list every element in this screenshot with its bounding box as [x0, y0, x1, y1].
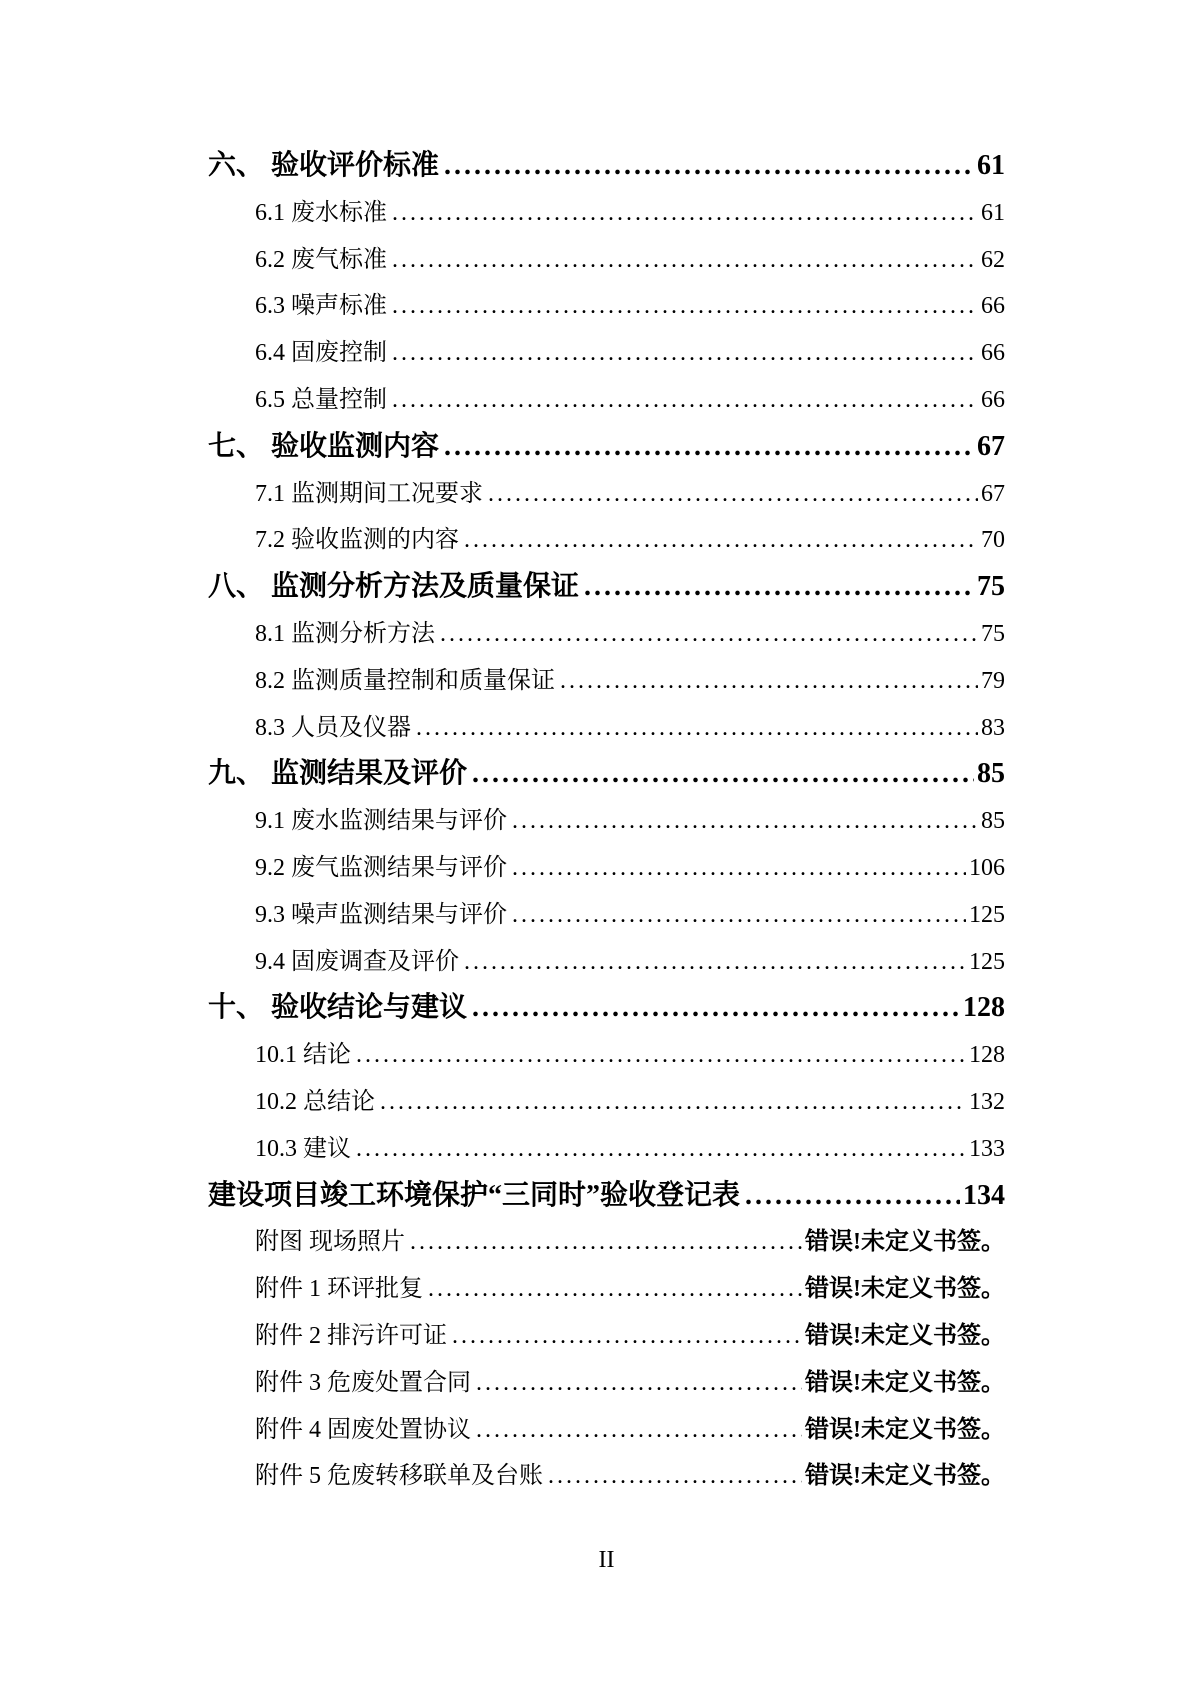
toc-entry-page-number: 133	[969, 1135, 1005, 1162]
toc-entry	[208, 1032, 1005, 1079]
toc-entry-error-ref: 错误!未定义书签。	[805, 1229, 1005, 1256]
toc-entry-page-number: 85	[977, 758, 1005, 790]
dot-leader	[476, 1360, 802, 1407]
dot-leader	[440, 611, 978, 658]
toc-entry-label: 7.1 监测期间工况要求	[255, 480, 483, 507]
toc-entry-label: 9.2 废气监测结果与评价	[255, 854, 507, 881]
toc-entry-label: 9.1 废水监测结果与评价	[255, 808, 507, 835]
toc-entry	[208, 658, 1005, 705]
toc-entry-label: 附件 5 危废转移联单及台账	[255, 1463, 543, 1490]
toc-entry-page-number: 128	[963, 992, 1005, 1024]
toc-entry-page-number: 134	[963, 1179, 1005, 1211]
toc-entry	[208, 471, 1005, 518]
toc-entry	[208, 1266, 1005, 1313]
toc-entry	[208, 845, 1005, 892]
toc-entry-label: 建设项目竣工环境保护“三同时”验收登记表	[208, 1179, 741, 1211]
toc-entry-label: 10.2 总结论	[255, 1088, 375, 1115]
dot-leader	[410, 1219, 802, 1266]
toc-entry	[208, 1126, 1005, 1173]
toc-entry	[208, 1173, 1005, 1220]
toc-entry-page-number: 106	[969, 854, 1005, 881]
toc-entry-page-number: 62	[981, 246, 1005, 273]
page-footer	[208, 1548, 1005, 1572]
toc-entry-page-number: 85	[981, 808, 1005, 835]
toc-entry-label: 附件 3 危废处置合同	[255, 1369, 471, 1396]
dot-leader	[488, 471, 978, 518]
toc-entry	[208, 330, 1005, 377]
dot-leader	[745, 1173, 960, 1220]
toc-entry-error-ref: 错误!未定义书签。	[805, 1416, 1005, 1443]
dot-leader	[512, 845, 966, 892]
dot-leader	[584, 564, 974, 611]
dot-leader	[444, 424, 974, 471]
toc-entry	[208, 377, 1005, 424]
toc-entry	[208, 1079, 1005, 1126]
toc-entry-label: 8.2 监测质量控制和质量保证	[255, 667, 555, 694]
dot-leader	[356, 1126, 966, 1173]
dot-leader	[380, 1079, 966, 1126]
toc-entry-label: 六、 验收评价标准	[208, 150, 440, 181]
toc-entry-label: 6.3 噪声标准	[255, 293, 387, 320]
toc-entry-label: 附件 4 固废处置协议	[255, 1416, 471, 1443]
toc-entry-label: 7.2 验收监测的内容	[255, 527, 459, 554]
toc-entry-page-number: 83	[981, 714, 1005, 741]
dot-leader	[392, 377, 978, 424]
toc-entry-page-number: 61	[981, 199, 1005, 226]
toc-entry-page-number: 61	[977, 150, 1005, 181]
toc-entry	[208, 564, 1005, 611]
dot-leader	[476, 1407, 802, 1454]
toc-entry	[208, 237, 1005, 284]
toc-entry-error-ref: 错误!未定义书签。	[805, 1322, 1005, 1349]
toc-entry-page-number: 132	[969, 1088, 1005, 1115]
dot-leader	[428, 1266, 802, 1313]
toc-entry-label: 八、 监测分析方法及质量保证	[208, 571, 580, 603]
toc-entry-label: 九、 监测结果及评价	[208, 758, 468, 790]
toc-entry-label: 6.1 废水标准	[255, 199, 387, 226]
toc-entry-page-number: 70	[981, 527, 1005, 554]
toc-entry	[208, 517, 1005, 564]
dot-leader	[392, 330, 978, 377]
dot-leader	[472, 751, 974, 798]
toc-entry	[208, 892, 1005, 939]
toc-entry-label: 七、 验收监测内容	[208, 430, 440, 462]
toc-entry	[208, 1219, 1005, 1266]
toc-entry	[208, 283, 1005, 330]
toc-entry-label: 附件 1 环评批复	[255, 1276, 423, 1303]
dot-leader	[392, 190, 978, 237]
toc-entry	[208, 424, 1005, 471]
dot-leader	[444, 143, 974, 190]
toc-entry-label: 8.3 人员及仪器	[255, 714, 411, 741]
dot-leader	[464, 517, 978, 564]
toc-entry-page-number: 79	[981, 667, 1005, 694]
toc-entry-label: 十、 验收结论与建议	[208, 992, 468, 1024]
toc-entry-label: 10.1 结论	[255, 1042, 351, 1069]
dot-leader	[452, 1313, 802, 1360]
dot-leader	[512, 892, 966, 939]
toc-entry-label: 9.4 固废调查及评价	[255, 948, 459, 975]
toc-entry	[208, 751, 1005, 798]
toc-entry-label: 6.5 总量控制	[255, 386, 387, 413]
toc-entry-label: 6.2 废气标准	[255, 246, 387, 273]
toc-entry-label: 6.4 固废控制	[255, 340, 387, 367]
toc-entry	[208, 1313, 1005, 1360]
toc-entry	[208, 1453, 1005, 1500]
dot-leader	[560, 658, 978, 705]
toc-entry	[208, 143, 1005, 190]
dot-leader	[548, 1453, 802, 1500]
toc-entry	[208, 190, 1005, 237]
toc-entry-label: 8.1 监测分析方法	[255, 620, 435, 647]
toc-entry-page-number: 67	[977, 430, 1005, 462]
dot-leader	[512, 798, 978, 845]
toc-entry-page-number: 75	[981, 620, 1005, 647]
toc-entry	[208, 1360, 1005, 1407]
toc-entry-page-number: 67	[981, 480, 1005, 507]
dot-leader	[472, 985, 960, 1032]
toc-entry	[208, 1407, 1005, 1454]
table-of-contents	[208, 143, 1005, 1500]
toc-entry	[208, 939, 1005, 986]
toc-entry-page-number: 128	[969, 1042, 1005, 1069]
toc-entry-label: 附件 2 排污许可证	[255, 1322, 447, 1349]
dot-leader	[416, 705, 978, 752]
dot-leader	[392, 237, 978, 284]
toc-entry-error-ref: 错误!未定义书签。	[805, 1276, 1005, 1303]
toc-entry-page-number: 66	[981, 340, 1005, 367]
toc-entry-error-ref: 错误!未定义书签。	[805, 1463, 1005, 1490]
toc-entry-page-number: 125	[969, 948, 1005, 975]
dot-leader	[356, 1032, 966, 1079]
toc-entry-page-number: 125	[969, 901, 1005, 928]
dot-leader	[464, 939, 966, 986]
toc-entry-label: 9.3 噪声监测结果与评价	[255, 901, 507, 928]
dot-leader	[392, 283, 978, 330]
toc-entry	[208, 611, 1005, 658]
toc-entry-page-number: 75	[977, 571, 1005, 603]
page-number: II	[598, 1547, 615, 1573]
toc-entry-label: 10.3 建议	[255, 1135, 351, 1162]
toc-entry-label: 附图 现场照片	[255, 1229, 405, 1256]
toc-entry	[208, 985, 1005, 1032]
toc-entry-page-number: 66	[981, 386, 1005, 413]
toc-entry-error-ref: 错误!未定义书签。	[805, 1369, 1005, 1396]
toc-entry-page-number: 66	[981, 293, 1005, 320]
toc-entry	[208, 705, 1005, 752]
toc-entry	[208, 798, 1005, 845]
